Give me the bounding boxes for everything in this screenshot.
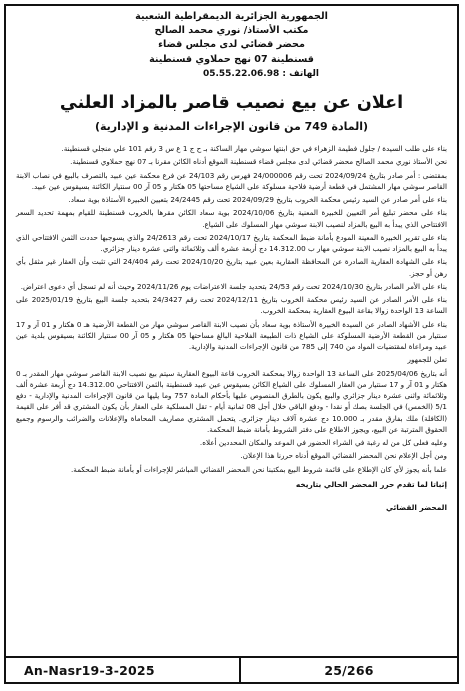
body-paragraph: بناء على طلب السيدة / جلول فطيمة الزهراء في حق ابنتها سوشي مهار الساكنة بـ ح ج 1 ع س 3 رقم 101 علي منجلي قسنطينة.	[61, 144, 447, 154]
body-paragraph: بناء على الشهادة العقارية الصادرة عن المحافظة العقارية بعين عبيد بتاريخ 2024/10/20 تحت رقم 24/404 التي تثبت وأن العقار غير مثقل بأي رهن أو حجز.	[16, 257, 447, 278]
header-republic: الجمهورية الجزائرية الديمقراطية الشعبية	[135, 11, 328, 22]
body-paragraph: بناء على الأشهاد الصادر عن السيدة الخبيرة الأستاذة بوية سعاد بأن نصيب الابنة القاصر سوشي مهار من القطعة الأرضية هـ 0 هكتار و 01 آر و 17 سنتيار من القطعة الأرضية المسلوكة على الشياع ذات الطبيعة الفلاحية البالغ مساحتها 05 هكتار و 05 آر 00 سنتيار الكائنة بسيقوس بلدية عين عبيد ومراعاة لمقتضيات المواد من 740 إلى 785 من قانون الإجراءات المدنية والإدارية.	[16, 319, 447, 352]
body-paragraph: أنه بتاريخ 2025/04/06 على الساعة 13 الواحدة زوالا بمحكمة الخروب قاعة البيوع العقارية سيتم بيع نصيب الابنة القاصر سوشي مهار المقدر بـ 0 هكتار و 01 آر و 17 سنتيار من العقار المسلوك على الشياع الكائن بسيقوس عين عبيد قسنطينة بالثمن الافتتاحي 14.312.00 دج أربعة عشرة ألف وثلاثمائة واثنى عشرة دينار جزائري والبيع يكون بالطرق المنصوص عليها بأحكام المادة 757 وما يليها من قانون الإجراءات المدنية والإدارية - دفع 5/1 (الخمس) في الجلسة بصك أو نقدا - ودفع الباقي خلال أجل 08 ثمانية أيام - تقل المسلكية على العقار بأن يكون المشتري قد أفر على القيمة (الكافلة) ملك بفارق مقدر بـ 10.000 دج عشرة آلاف دينار جزائري. يتحمل المشتري مصاريف المحاماة والإعلانات والضرائب والرسوم وجميع الحقوق المترتبة عن البيع، ويجوز الاطلاع على دفتر الشروط بأمانة ضبط المحكمة.	[16, 368, 448, 434]
announcement-body	[16, 143, 447, 475]
body-paragraph: علما بأنه يجوز لأي كان الإطلاع على قائمة شروط البيع بمكتبنا نحن المحضر القضائي المباشر للإجراءات أو بأمانة ضبط المحكمة.	[70, 464, 447, 474]
letterhead	[16, 10, 447, 81]
announcement-title: اعلان عن بيع نصيب قاصر بالمزاد العلني	[59, 93, 404, 114]
body-paragraph: بناء على أمر صادر عن السيد رئيس محكمة الخروب بتاريخ 2024/09/29 تحت رقم 24/2445 بتعيين الخبيرة الأستاذة بوية سعاد.	[68, 195, 447, 205]
announcement-subtitle: (المادة 749 من قانون الإجراءات المدنية و الإدارية)	[94, 120, 369, 134]
public-notice-heading: تعلن للجمهور	[407, 355, 447, 365]
publication-reference: An-Nasr19-3-2025	[24, 662, 155, 678]
signature-label: المحضر القضائي	[386, 502, 447, 512]
header-address: قسنطينة 07 نهج حملاوي قسنطينة	[149, 53, 314, 65]
body-paragraph: بناء على الأمر الصادر بتاريخ 2024/10/30 تحت رقم 24/53 بتحديد جلسة الاعتراضات يوم 2024/11/26 وحيث أنه لم تسجل أي دعوى اعتراض.	[20, 281, 447, 291]
publication-footer	[6, 656, 457, 682]
body-paragraph: نحن الأستاذ نوري محمد الصالح محضر قضائي لدى مجلس قضاء قسنطينة الموقع أدناه الكائن مقرنا بـ 07 نهج حملاوي قسنطينة.	[70, 157, 447, 167]
body-paragraph: بناء على محضر تبليغ أمر التعيين للخبيرة المعنية بتاريخ 2024/10/06 بوية سعاد الكائن مقرها بالخروب قسنطينة للقيام بمهمة تحديد السعر الافتتاحي الذي يبدأ به البيع بالمزاد لنصيب الابنة سوشي مهار المسلوك على الشياع.	[16, 208, 447, 229]
announcement-page	[4, 4, 459, 684]
announcement-content	[6, 6, 457, 512]
closing-statement: إثباتا لما تقدم حرر المحضر الحالي بتاريخه	[295, 479, 447, 489]
header-office: مكتب الأستاذ/ نوري محمد الصالح	[154, 25, 309, 37]
body-paragraph: بناء على الأمر الصادر عن السيد رئيس محكمة الخروب بتاريخ 2024/12/11 تحت رقم 24/3427 بتحديد جلسة البيع بتاريخ 2025/01/19 على الساعة 13 الواحدة زوالا بقاعة البيوع العقارية بمحكمة الخروب.	[16, 295, 448, 316]
body-paragraph: ومن أجل الإعلام نحن المحضر القضائي الموقع أدناه حررنا هذا الإعلان.	[240, 451, 447, 461]
body-paragraph: وعليه فعلى كل من له رغبة في الشراء الحضور في الموعد والمكان المحددين أعلاه.	[199, 438, 447, 448]
page-reference: 25/266	[324, 662, 374, 678]
header-role: محضر قضائي لدى مجلس قضاء	[158, 39, 305, 51]
body-paragraph: بمقتضى : أمر صادر بتاريخ 2024/09/24 تحت رقم 24/000006 فهرس رقم 24/103 عن فرع محكمة عين عبيد بالتصرف بالبيع في نصاب الابنة القاصر سوشي مهار المشتمل في قطعة أرضية فلاحية مسلوكة على الشياع مساحتها 05 هكتار و 05 آر 00 سنتيار الكائنة بسيقوس عين عبيد.	[16, 170, 447, 191]
header-phone: الهاتف : 05.55.22.06.98	[202, 68, 319, 79]
body-paragraph: بناء على تقرير الخبيرة المعينة المودع بأمانة ضبط المحكمة بتاريخ 2024/10/17 تحت رقم 24/2613 والذي يسوجبها حددت الثمن الافتتاحي الذي يبدأ به البيع بالمزاد نصيب الابنة سوشي مهار ب 14.312.00 دج أربعة عشرة ألف وثلاثمائة واثنى عشرة دينار جزائري.	[16, 232, 447, 254]
